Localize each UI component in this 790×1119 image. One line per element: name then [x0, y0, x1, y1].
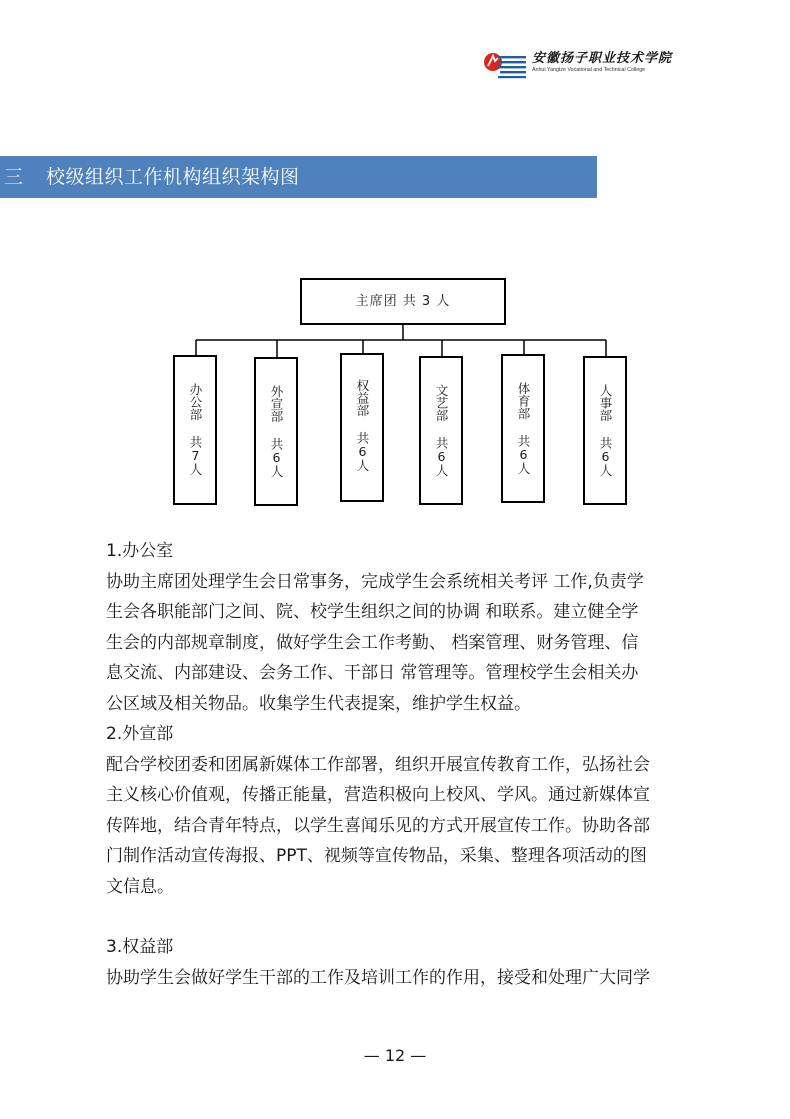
- org-dept-label: 人事部 共6人: [598, 384, 613, 477]
- section-heading: 2.外宣部: [106, 724, 174, 744]
- org-dept-box: [173, 355, 217, 505]
- org-dept-box: [583, 356, 627, 505]
- section-title: 校级组织工作机构组织架构图: [46, 166, 300, 188]
- org-dept-box: [254, 357, 298, 506]
- paragraph-line: 协助主席团处理学生会日常事务，完成学生会系统相关考评 工作,负责学: [106, 571, 644, 592]
- paragraph-line: 文信息。: [106, 876, 174, 897]
- org-dept-box: [419, 356, 463, 505]
- college-emblem-icon: [484, 50, 528, 80]
- paragraph-line: 公区域及相关物品。收集学生代表提案，维护学生权益。: [106, 693, 531, 714]
- page-number: — 12 —: [363, 1046, 427, 1065]
- org-root-box: 主席团 共 3 人: [300, 278, 506, 325]
- paragraph-line: 息交流、内部建设、会务工作、干部日 常管理等。管理校学生会相关办: [106, 663, 639, 683]
- paragraph-line: 生会的内部规章制度，做好学生会工作考勤、 档案管理、财务管理、信: [106, 632, 639, 653]
- section-number: 三: [4, 166, 24, 188]
- org-dept-box: [501, 354, 545, 503]
- paragraph-line: 配合学校团委和团属新媒体工作部署，组织开展宣传教育工作，弘扬社会: [106, 754, 650, 775]
- college-logo: [484, 48, 673, 84]
- org-dept-label: 体育部 共6人: [516, 382, 531, 475]
- college-name-en: Anhui Yangtze Vocational and Technical College: [532, 67, 646, 73]
- org-dept-label: 外宣部 共6人: [269, 385, 284, 478]
- paragraph-line: 主义核心价值观，传播正能量，营造积极向上校风、学风。通过新媒体宣: [106, 785, 650, 805]
- section-heading: 1.办公室: [106, 541, 174, 561]
- org-dept-label: 权益部 共6人: [355, 379, 370, 472]
- paragraph-gap: [106, 902, 706, 932]
- org-chart-connectors: [0, 0, 790, 520]
- org-dept-label: 办公部 共7人: [188, 383, 203, 476]
- paragraph-line: 门制作活动宣传海报、PPT、视频等宣传物品，采集、整理各项活动的图: [106, 846, 647, 866]
- org-dept-label: 文艺部 共6人: [434, 384, 449, 477]
- org-dept-box: [340, 353, 384, 502]
- college-name-cn: 安徽扬子职业技术学院: [532, 51, 673, 66]
- section-heading: 3.权益部: [106, 937, 174, 957]
- paragraph-line: 协助学生会做好学生干部的工作及培训工作的作用，接受和处理广大同学: [106, 967, 650, 988]
- document-body: [106, 536, 706, 993]
- section-banner: [0, 156, 597, 198]
- paragraph-line: 生会各职能部门之间、院、校学生组织之间的协调 和联系。建立健全学: [106, 602, 639, 622]
- paragraph-line: 传阵地，结合青年特点，以学生喜闻乐见的方式开展宣传工作。协助各部: [106, 815, 650, 836]
